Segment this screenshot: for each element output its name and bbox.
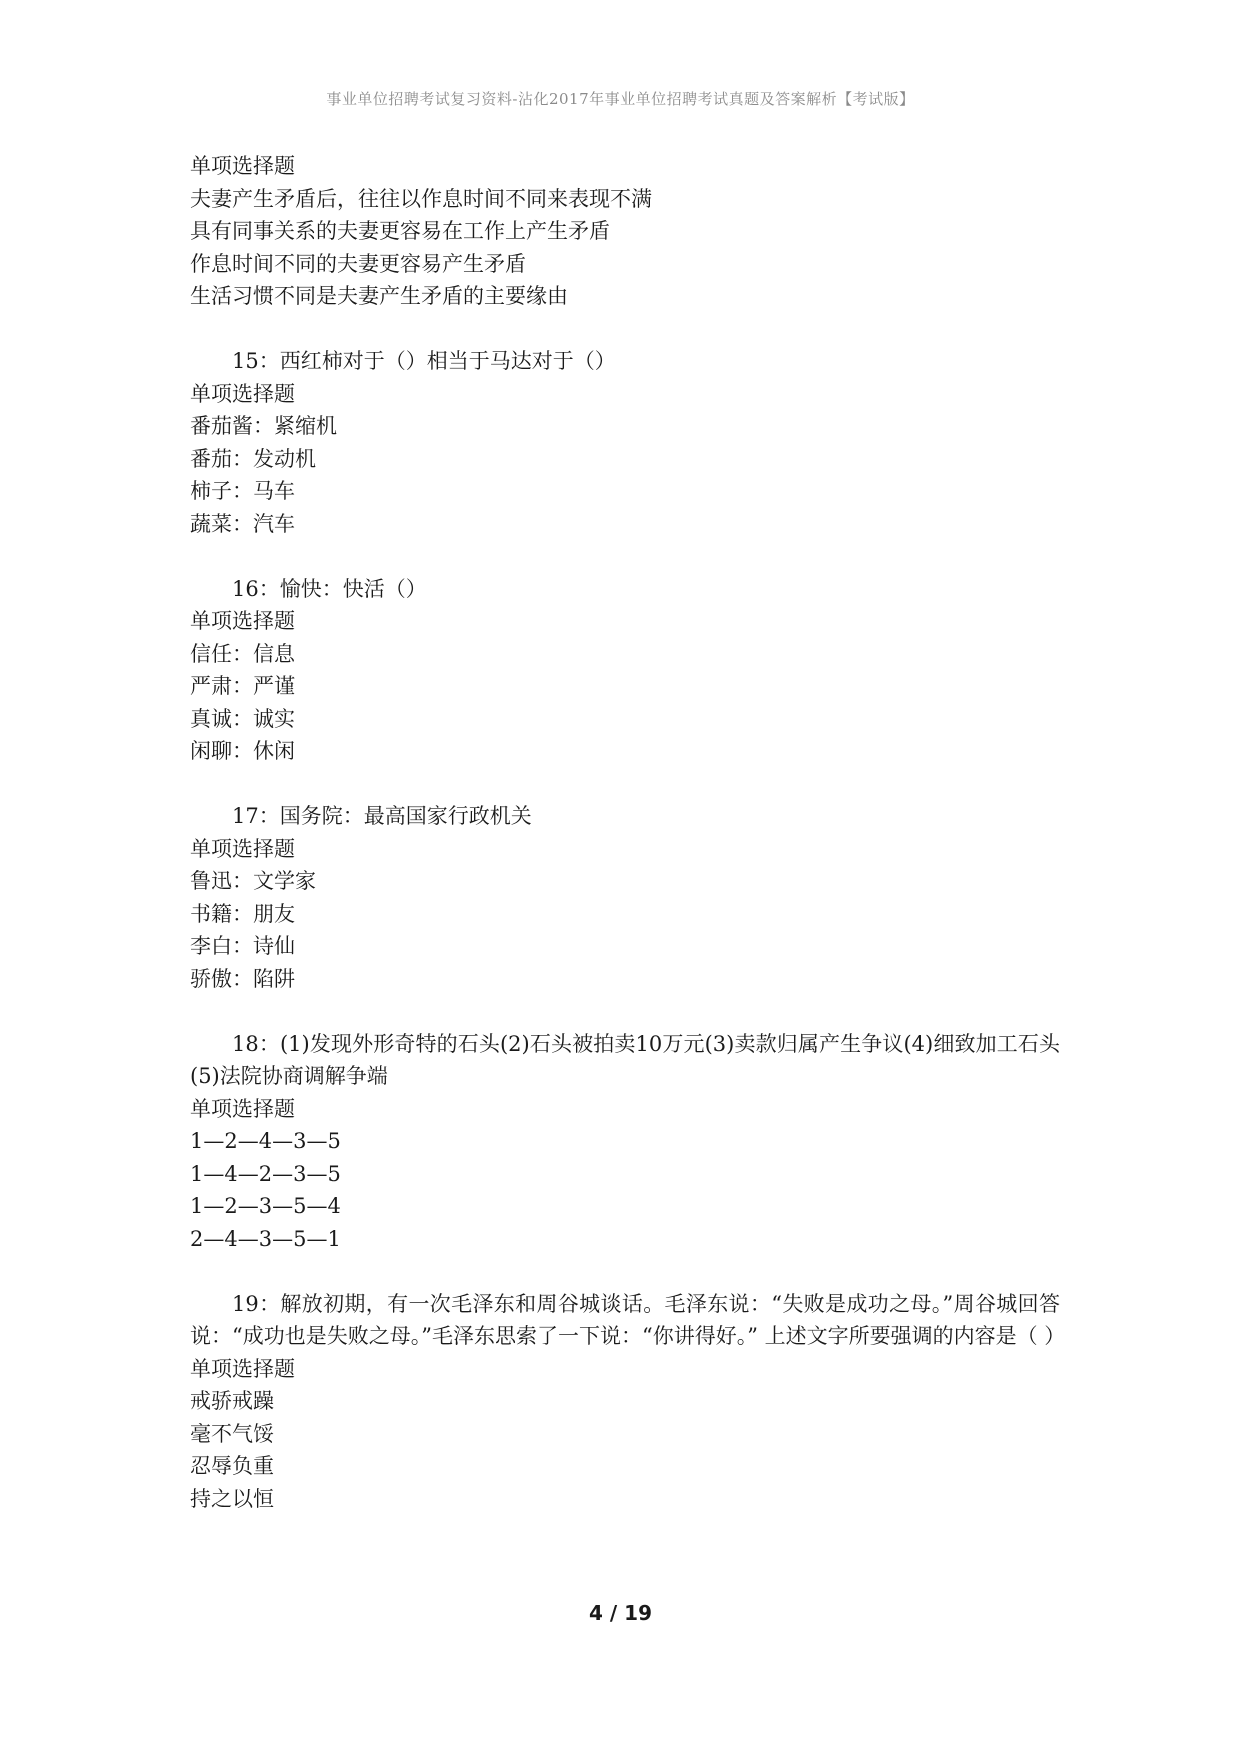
question-18 bbox=[190, 1028, 1060, 1256]
question-type-label: 单项选择题 bbox=[190, 381, 295, 406]
question-type-label: 单项选择题 bbox=[190, 1096, 295, 1121]
option: 1—4—2—3—5 bbox=[190, 1161, 341, 1186]
option: 李白：诗仙 bbox=[190, 934, 295, 958]
question-text: 17：国务院：最高国家行政机关 bbox=[232, 804, 532, 828]
page-number: 4 / 19 bbox=[589, 1601, 652, 1625]
question-14-tail bbox=[190, 150, 1060, 313]
option: 戒骄戒躁 bbox=[190, 1389, 274, 1413]
option: 毫不气馁 bbox=[190, 1421, 274, 1446]
option: 2—4—3—5—1 bbox=[190, 1226, 341, 1251]
option: 生活习惯不同是夫妻产生矛盾的主要缘由 bbox=[190, 284, 568, 308]
option: 1—2—4—3—5 bbox=[190, 1129, 341, 1153]
question-19 bbox=[190, 1288, 1066, 1516]
question-type-label: 单项选择题 bbox=[190, 609, 295, 633]
option: 持之以恒 bbox=[190, 1486, 274, 1511]
question-text: 18：(1)发现外形奇特的石头(2)石头被拍卖10万元(3)卖款归属产生争议(4)细致加工石头(5)法院协商调解争端 bbox=[190, 1031, 1060, 1088]
option: 蔬菜：汽车 bbox=[190, 511, 295, 536]
question-16 bbox=[190, 573, 1060, 768]
question-type-label: 单项选择题 bbox=[190, 1356, 295, 1381]
question-text: 16：愉快：快活（） bbox=[232, 576, 427, 601]
option: 忍辱负重 bbox=[190, 1454, 274, 1478]
option: 作息时间不同的夫妻更容易产生矛盾 bbox=[190, 251, 526, 276]
option: 闲聊：休闲 bbox=[190, 739, 295, 763]
question-17 bbox=[190, 800, 1060, 995]
option: 鲁迅：文学家 bbox=[190, 869, 316, 893]
option: 骄傲：陷阱 bbox=[190, 966, 295, 991]
option: 1—2—3—5—4 bbox=[190, 1194, 341, 1218]
question-type-label: 单项选择题 bbox=[190, 154, 295, 178]
option: 信任：信息 bbox=[190, 641, 295, 666]
option: 书籍：朋友 bbox=[190, 901, 295, 926]
option: 夫妻产生矛盾后，往往以作息时间不同来表现不满 bbox=[190, 186, 652, 211]
option: 柿子：马车 bbox=[190, 479, 295, 503]
document-body bbox=[190, 150, 1066, 1515]
question-text: 19：解放初期，有一次毛泽东和周谷城谈话。毛泽东说：“失败是成功之母。”周谷城回答说：“成功也是失败之母。”毛泽东思索了一下说：“你讲得好。” 上述文字所要强调的内容是（ ） bbox=[190, 1291, 1066, 1348]
question-15 bbox=[190, 345, 1060, 540]
option: 番茄酱：紧缩机 bbox=[190, 414, 337, 438]
question-text: 15：西红柿对于（）相当于马达对于（） bbox=[232, 349, 616, 373]
option: 番茄：发动机 bbox=[190, 446, 316, 471]
question-type-label: 单项选择题 bbox=[190, 836, 295, 861]
page-header: 事业单位招聘考试复习资料-沾化2017年事业单位招聘考试真题及答案解析【考试版】 bbox=[326, 90, 915, 108]
option: 具有同事关系的夫妻更容易在工作上产生矛盾 bbox=[190, 219, 610, 243]
option: 严肃：严谨 bbox=[190, 674, 295, 698]
option: 真诚：诚实 bbox=[190, 706, 295, 731]
